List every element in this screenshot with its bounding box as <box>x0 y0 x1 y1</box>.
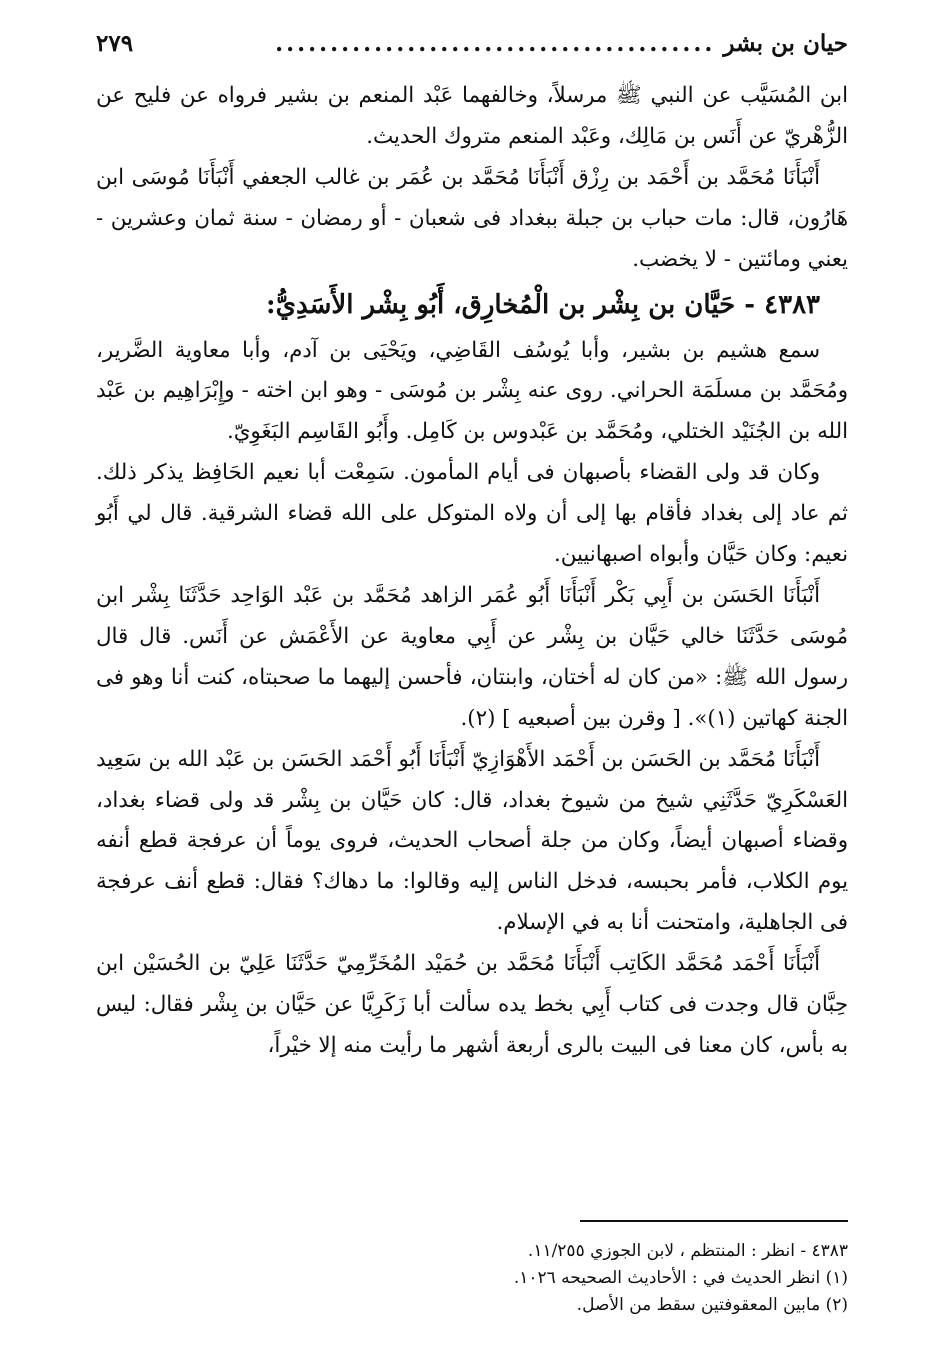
running-header <box>96 30 848 76</box>
book-page <box>96 30 848 1350</box>
page-number: ٢٧٩ <box>96 30 134 57</box>
leader-dots: ........................................ <box>275 30 716 57</box>
entry-paragraph-anecdote: أَنْبَأَنَا مُحَمَّد بن الحَسَن بن أَحْمَد الأَهْوَازِيّ أَنْبَأَنَا أَبُو أَحْمَد الحَسَن بن عَبْد الله بن سَعِيد العَسْكَرِيّ حَدَّثَنِي شيخ من شيوخ بغداد، قال: كان حَيَّان بن بِشْر قد ولى قضاء بغداد، وقضاء أصبهان أيضاً، وكان من جلة أصحاب الحديث، فروى يوماً أن عرفجة قطع أنفه يوم الكلاب، فأمر بحبسه، فدخل الناس إليه وقالوا: ما دهاك؟ فقال: قطع أنف عرفجة فى الجاهلية، وامتحنت أنا به في الإسلام. <box>96 746 848 936</box>
footnote-2: (٢) مابين المعقوفتين سقط من الأصل. <box>576 1295 848 1315</box>
footnote-rule <box>580 1220 848 1222</box>
footnote-1: (١) انظر الحديث في : الأحاديث الصحيحه ١٠٢٦. <box>513 1268 848 1288</box>
entry-paragraph-assessment: أَنْبَأَنَا أَحْمَد مُحَمَّد الكَاتِب أَنْبَأَنَا مُحَمَّد بن حُمَيْد المُخَرِّمِيّ حَدَّثَنَا عَلِيّ بن الحُسَيْن ابن حِبَّان قال وجدت فى كتاب أَبِي بخط يده سألت أبا زَكَرِيَّا عن حَيَّان بن بِشْر فقال: ليس به بأس، كان معنا فى البيت بالرى أربعة أشهر ما رأيت منه إلا خيْراً، <box>96 951 848 1058</box>
main-text <box>96 76 848 1067</box>
running-title: حيان بن بشر <box>723 30 848 57</box>
paragraph-isnad: أَنْبَأَنَا مُحَمَّد بن أَحْمَد بن رِزْق أَنْبَأَنَا مُحَمَّد بن عُمَر بن غالب الجعفي أَنْبَأَنَا مُوسَى ابن هَارُون، قال: مات حباب بن جبلة ببغداد فى شعبان - أو رمضان - سنة ثمان وعشرين - يعني ومائتين - لا يخضب. <box>96 164 848 272</box>
entry-heading: ٤٣٨٣ - حَيَّان بن بِشْر بن الْمُخارِق، أَبُو بِشْر الأَسَدِيُّ: <box>266 289 820 320</box>
entry-paragraph-hadith: أَنْبَأَنَا الحَسَن بن أَبِي بَكْر أَنْبَأَنَا أَبُو عُمَر الزاهد مُحَمَّد بن عَبْد الوَاحِد حَدَّثَنَا بِشْر ابن مُوسَى حَدَّثَنَا خالي حَيَّان بن بِشْر عن أَبِي معاوية عن الأَعْمَش عن أَنَس. قال قال رسول الله ﷺ: «من كان له أختان، وابنتان، فأحسن إليهما ما صحبتاه، كنت أنا وهو فى الجنة كهاتين (١)». [ وقرن بين أصبعيه ] (٢). <box>96 582 848 731</box>
entry-paragraph-narrators: سمع هشيم بن بشير، وأبا يُوسُف القَاضِي، ويَحْيَى بن آدم، وأبا معاوية الضَّرير، ومُحَمَّد بن مسلَمَة الحراني. روى عنه بِشْر بن مُوسَى - وهو ابن اخته - وإِبْرَاهِيم بن عَبْد الله بن الجُنَيْد الختلي، ومُحَمَّد بن عَبْدوس بن كَامِل. وأَبُو القَاسِم البَغَوِيّ. <box>96 337 848 445</box>
footnote-source: ٤٣٨٣ - انظر : المنتظم ، لابن الجوزي ١١/٢٥٥. <box>527 1241 848 1261</box>
paragraph-continued: ابن المُسَيَّب عن النبي ﷺ مرسلاً، وخالفهما عَبْد المنعم بن بشير فرواه عن فليح عن الزُّهْريّ عن أَنَس بن مَالِك، وعَبْد المنعم متروك الحديث. <box>96 83 848 149</box>
entry-paragraph-judgeship: وكان قد ولى القضاء بأصبهان فى أيام المأمون. سَمِعْت أبا نعيم الحَافِظ يذكر ذلك. ثم عاد إلى بغداد فأقام بها إلى أن ولاه المتوكل على الله قضاء الشرقية. قال لي أَبُو نعيم: وكان حَيَّان وأبواه اصبهانيين. <box>96 460 848 568</box>
footnotes <box>96 1238 848 1319</box>
